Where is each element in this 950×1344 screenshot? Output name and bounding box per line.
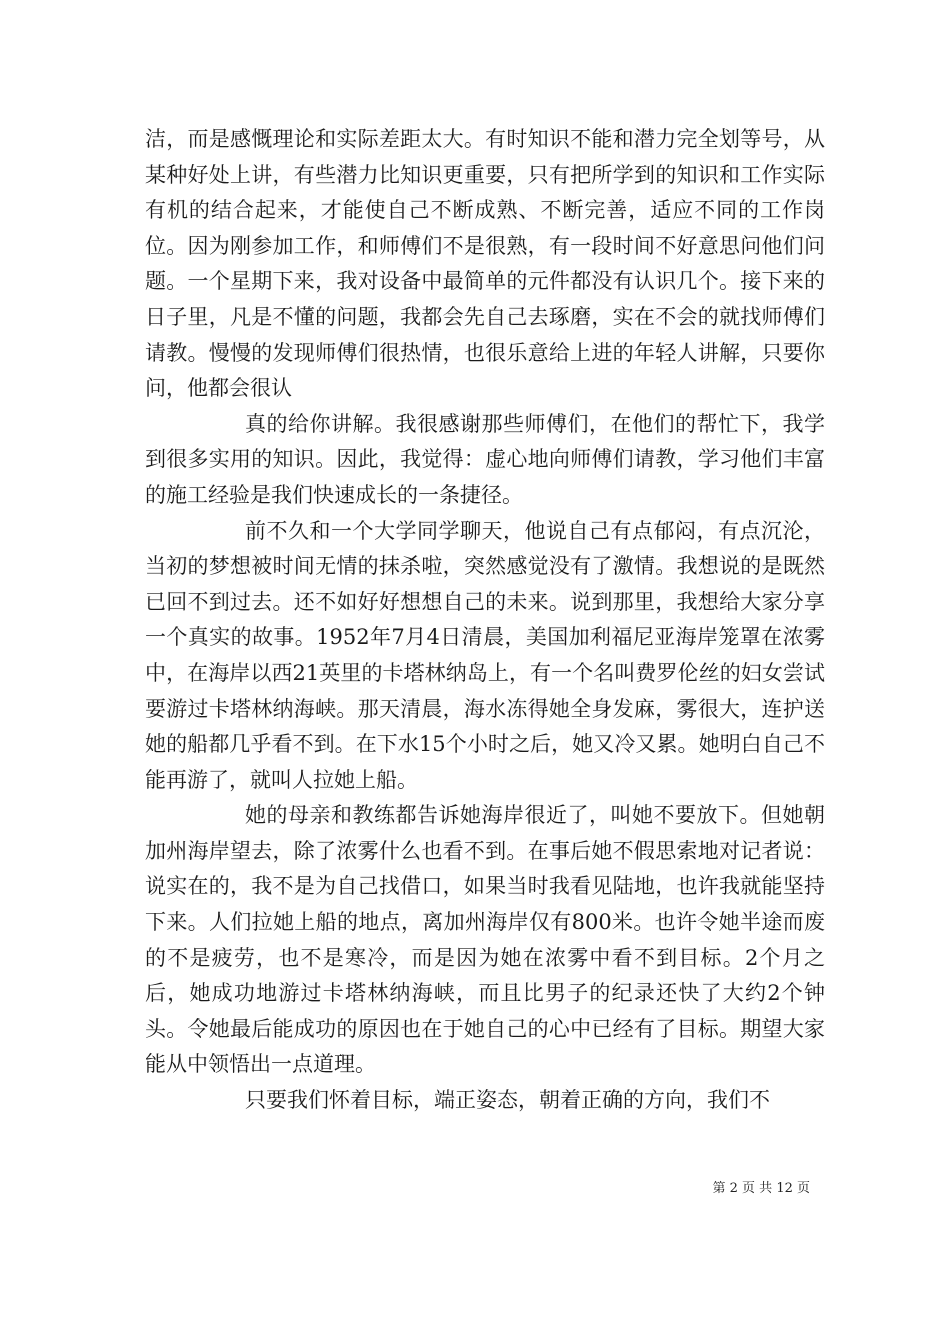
page-number-footer: 第 2 页 共 12 页	[712, 1181, 810, 1196]
paragraph-1: 洁，而是感慨理论和实际差距太大。有时知识不能和潜力完全划等号，从某种好处上讲，有些潜力比知识更重要，只有把所学到的知识和工作实际有机的结合起来，才能使自己不断成熟、不断完善，适应不同的工作岗位。因为刚参加工作，和师傅们不是很熟，有一段时间不好意思问他们问题。一个星期下来，我对设备中最简单的元件都没有认识几个。接下来的日子里，凡是不懂的问题，我都会先自己去琢磨，实在不会的就找师傅们请教。慢慢的发现师傅们很热情，也很乐意给上进的年轻人讲解，只要你问，他都会很认	[145, 127, 825, 401]
paragraph-3: 前不久和一个大学同学聊天，他说自己有点郁闷，有点沉沦，当初的梦想被时间无情的抹杀啦，突然感觉没有了激情。我想说的是既然已回不到过去。还不如好好想想自己的未来。说到那里，我想给大家分享一个真实的故事。1952年7月4日清晨，美国加利福尼亚海岸笼罩在浓雾中，在海岸以西21英里的卡塔林纳岛上，有一个名叫费罗伦丝的妇女尝试要游过卡塔林纳海峡。那天清晨，海水冻得她全身发麻，雾很大，连护送她的船都几乎看不到。在下水15个小时之后，她又冷又累。她明白自己不能再游了，就叫人拉她上船。	[145, 518, 825, 792]
document-body	[145, 122, 825, 1119]
paragraph-2: 真的给你讲解。我很感谢那些师傅们，在他们的帮忙下，我学到很多实用的知识。因此，我觉得：虚心地向师傅们请教，学习他们丰富的施工经验是我们快速成长的一条捷径。	[145, 411, 825, 507]
paragraph-5: 只要我们怀着目标，端正姿态，朝着正确的方向，我们不	[245, 1088, 770, 1113]
paragraph-4: 她的母亲和教练都告诉她海岸很近了，叫她不要放下。但她朝加州海岸望去，除了浓雾什么也看不到。在事后她不假思索地对记者说：说实在的，我不是为自己找借口，如果当时我看见陆地，也许我就能坚持下来。人们拉她上船的地点，离加州海岸仅有800米。也许令她半途而废的不是疲劳，也不是寒冷，而是因为她在浓雾中看不到目标。2个月之后，她成功地游过卡塔林纳海峡，而且比男子的纪录还快了大约2个钟头。令她最后能成功的原因也在于她自己的心中已经有了目标。期望大家能从中领悟出一点道理。	[145, 803, 825, 1077]
